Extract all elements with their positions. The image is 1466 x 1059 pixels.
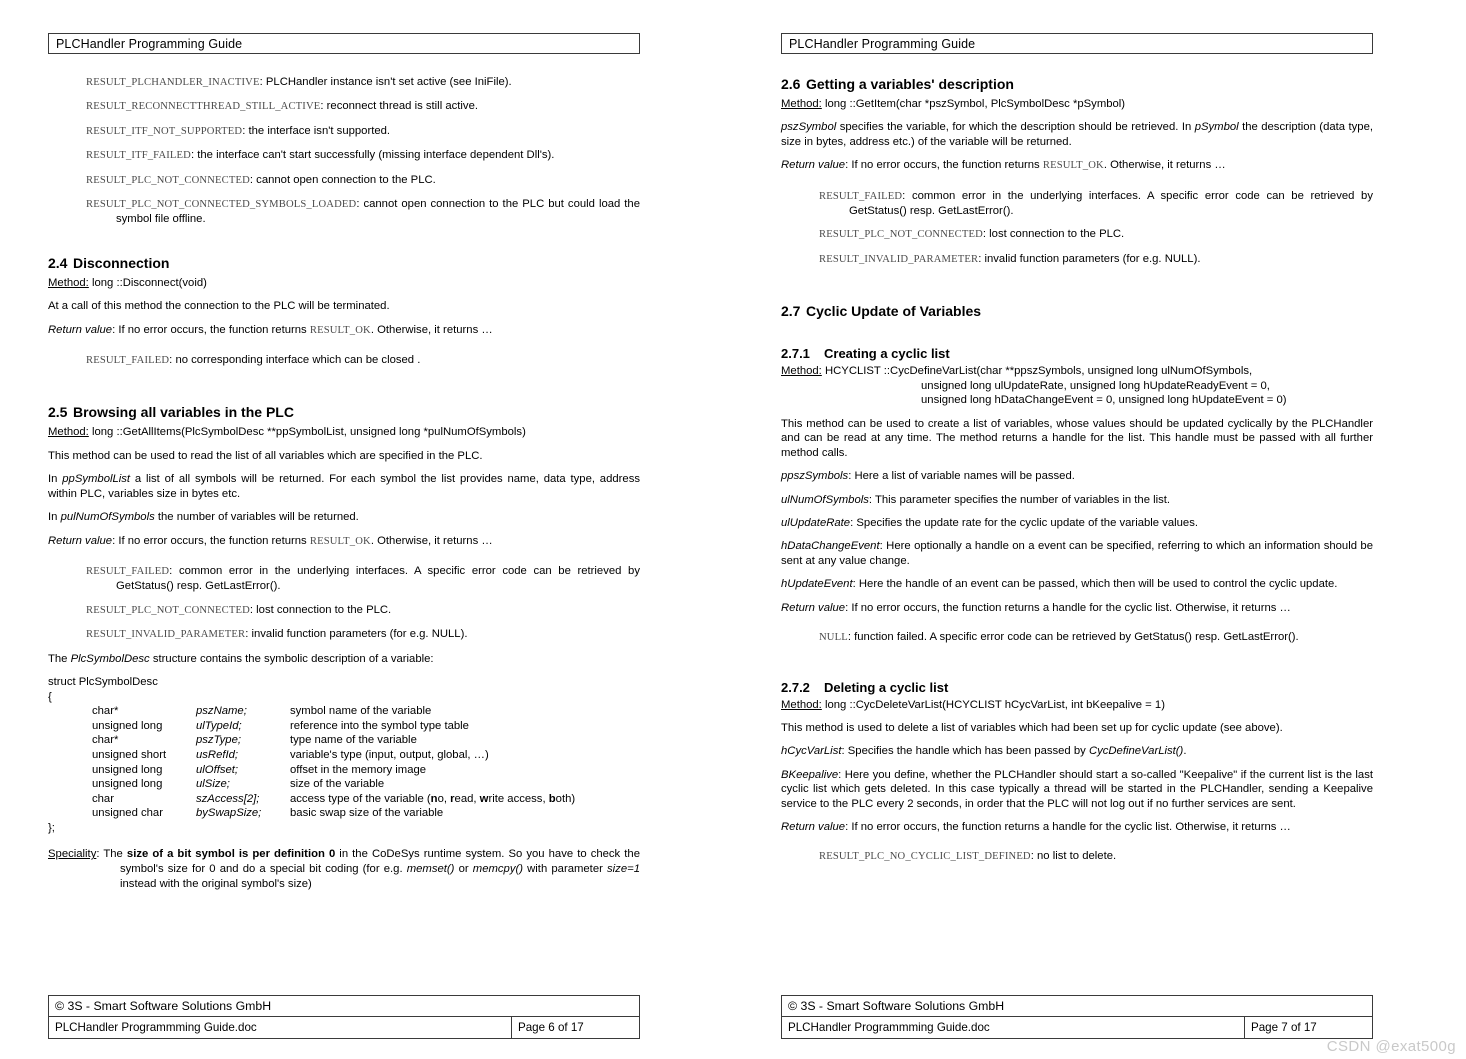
result-code-desc: : invalid function parameters (for e.g. NULL). <box>978 252 1201 265</box>
member-name: ulTypeId; <box>196 719 242 732</box>
paragraph-2-7-1-intro: This method can be used to create a list of variables, whose values should be updated cyclically by the PLCHandler and can be read at any time. The method returns a handle for the list. This handle must be passed with all further method calls. <box>781 418 1373 459</box>
result-code-item <box>48 603 640 618</box>
return-text-b: . Otherwise, it returns … <box>370 323 493 336</box>
struct-member-row <box>92 748 640 763</box>
method-signature-line2: unsigned long ulUpdateRate, unsigned long hUpdateReadyEvent = 0, <box>921 379 1270 392</box>
method-label: Method: <box>781 98 822 110</box>
result-code-desc: : cannot open connection to the PLC. <box>249 173 436 186</box>
footer-row-file <box>782 1017 1372 1038</box>
return-value-2-6 <box>781 158 1373 173</box>
param-desc-ulUpdateRate <box>781 516 1373 530</box>
paragraph-2-5-2 <box>48 472 640 501</box>
return-value-label: Return value <box>781 601 846 614</box>
speciality-c: or <box>454 863 473 876</box>
page-header-left <box>48 33 640 54</box>
result-code-item <box>781 227 1373 242</box>
struct-member-list <box>48 704 640 821</box>
param-size: size=1 <box>607 863 640 876</box>
method-signature: long ::GetAllItems(PlcSymbolDesc **ppSymbolList, unsigned long *pulNumOfSymbols) <box>91 426 526 439</box>
member-name: usRefId; <box>196 748 239 761</box>
param-text-a: : Specifies the handle which has been passed by <box>841 745 1089 758</box>
result-code-name: RESULT_FAILED <box>86 565 170 577</box>
return-text-b: . Otherwise, it returns … <box>370 534 493 547</box>
method-line-2-7-1 <box>781 364 1373 379</box>
param-text: : This parameter specifies the number of variables in the list. <box>868 493 1171 506</box>
result-code-desc: : the interface isn't supported. <box>242 124 391 137</box>
heading-2-7-2 <box>781 679 1373 696</box>
heading-2-7-1-title: Creating a cyclic list <box>824 346 950 362</box>
para3-post: the number of variables will be returned. <box>154 511 359 524</box>
method-signature: long ::Disconnect(void) <box>91 276 207 289</box>
param-name: hDataChangeEvent <box>781 540 880 553</box>
method-signature: long ::GetItem(char *pszSymbol, PlcSymbolDesc *pSymbol) <box>824 98 1126 110</box>
member-name: szAccess[2]; <box>196 792 260 805</box>
struct-member-row <box>92 777 640 792</box>
param-text: : Here the handle of an event can be passed, which then will be used to control the cyclic update. <box>852 578 1338 591</box>
left-page-content <box>48 75 640 891</box>
param-name: ulUpdateRate <box>781 517 851 530</box>
member-name: ulSize; <box>196 778 230 791</box>
footer-row-file <box>49 1017 639 1038</box>
result-code-name: RESULT_PLCHANDLER_INACTIVE <box>86 77 260 88</box>
page-footer-left <box>48 995 640 1039</box>
method-line-2-7-2 <box>781 698 1373 712</box>
heading-2-6-title: Getting a variables' description <box>806 76 1014 92</box>
param-name: hUpdateEvent <box>781 578 853 591</box>
para1-a: specifies the variable, for which the description should be retrieved. In <box>836 121 1195 134</box>
heading-2-7-2-number: 2.7.2 <box>781 679 810 695</box>
heading-2-6 <box>781 75 1373 93</box>
return-value-label: Return value <box>48 534 113 547</box>
result-code-desc: : the interface can't start successfully (missing interface dependent Dll's). <box>190 149 555 162</box>
result-code-name: RESULT_PLC_NOT_CONNECTED <box>86 604 250 616</box>
heading-2-4 <box>48 254 640 272</box>
para2-pre: In <box>48 473 63 486</box>
param-name: hCycVarList <box>781 745 842 758</box>
struct-member-row <box>92 806 640 821</box>
result-code-desc: : common error in the underlying interfaces. A specific error code can be retrieved by GetStatus() resp. GetLastError(). <box>849 189 1373 218</box>
struct-member-row <box>92 704 640 719</box>
result-code-name: RESULT_PLC_NO_CYCLIC_LIST_DEFINED <box>819 851 1031 863</box>
return-text-a: : If no error occurs, the function returns <box>112 323 310 336</box>
heading-2-7-number: 2.7 <box>781 303 801 320</box>
member-comment: variable's type (input, output, global, …) <box>290 748 489 761</box>
speciality-label: Speciality <box>48 848 97 861</box>
footer-filename: PLCHandler Programmming Guide.doc <box>55 1021 257 1034</box>
result-code-item <box>781 849 1373 864</box>
method-label: Method: <box>48 426 89 439</box>
return-text-a: : If no error occurs, the function returns <box>112 534 310 547</box>
speciality-bold: size of a bit symbol is per definition 0 <box>126 848 336 861</box>
heading-2-7 <box>781 302 1373 320</box>
param-text: : Here a list of variable names will be passed. <box>848 470 1075 483</box>
heading-2-7-title: Cyclic Update of Variables <box>806 303 982 320</box>
method-label: Method: <box>781 698 822 711</box>
result-code-desc: : lost connection to the PLC. <box>249 603 392 616</box>
param-name: BKeepalive <box>781 768 839 781</box>
heading-2-5-title: Browsing all variables in the PLC <box>73 404 294 421</box>
paragraph-2-6-1 <box>781 120 1373 149</box>
footer-filename: PLCHandler Programmming Guide.doc <box>788 1021 990 1034</box>
result-code-name: RESULT_RECONNECTTHREAD_STILL_ACTIVE <box>86 101 321 113</box>
speciality-e: instead with the original symbol's size) <box>120 877 312 890</box>
return-text-b: . Otherwise, it returns … <box>1103 159 1226 172</box>
member-type: char <box>92 792 114 805</box>
result-code-name: RESULT_FAILED <box>86 355 170 367</box>
param-name: ppszSymbols <box>781 470 849 483</box>
method-line-2-4 <box>48 276 640 290</box>
member-type: unsigned long <box>92 763 163 776</box>
param-desc-hUpdateEvent <box>781 577 1373 591</box>
speciality-note <box>48 847 640 891</box>
paragraph-2-4-body: At a call of this method the connection to the PLC will be terminated. <box>48 300 390 313</box>
heading-2-5 <box>48 403 640 421</box>
member-name: ulOffset; <box>196 763 239 776</box>
method-label: Method: <box>48 276 89 289</box>
result-code-desc: : common error in the underlying interfaces. A specific error code can be retrieved by GetStatus() resp. GetLastError(). <box>116 564 640 593</box>
member-type: char* <box>92 705 119 718</box>
result-code-item <box>48 564 640 594</box>
speciality-b: in the CoDeSys runtime system. So you have to check the symbol's size for 0 and do a special bit coding (for e.g. <box>120 848 640 876</box>
return-value-2-7-2 <box>781 820 1373 834</box>
footer-row-company <box>49 996 639 1017</box>
return-code: RESULT_OK <box>309 324 371 336</box>
return-code: RESULT_OK <box>309 535 371 547</box>
result-code-desc: : no corresponding interface which can be closed . <box>169 354 421 367</box>
heading-2-7-1-number: 2.7.1 <box>781 346 810 362</box>
csdn-watermark: CSDN @exat500g <box>1326 1038 1456 1055</box>
result-code-list-continued <box>48 75 640 227</box>
param-text: : Here optionally a handle on a event can be specified, referring to which an information should be sent at any value change. <box>781 540 1373 567</box>
struct-name-ref: PlcSymbolDesc <box>70 652 150 665</box>
paragraph-2-7-2-intro: This method is used to delete a list of variables which had been set up for cyclic update (see above). <box>781 721 1283 734</box>
result-code-item <box>48 353 640 368</box>
result-code-item <box>781 630 1373 645</box>
return-text: : If no error occurs, the function returns a handle for the cyclic list. Otherwise, it returns … <box>845 820 1291 833</box>
member-name: pszType; <box>196 734 241 747</box>
para2-post: a list of all symbols will be returned. For each symbol the list provides name, data type, address within PLC, variables size in bytes etc. <box>48 473 640 500</box>
footer-company: © 3S - Smart Software Solutions GmbH <box>788 999 1005 1013</box>
param-text-b: . <box>1183 745 1187 758</box>
result-code-name: RESULT_ITF_NOT_SUPPORTED <box>86 125 243 137</box>
fn-memset: memset() <box>406 863 455 876</box>
result-code-name: RESULT_ITF_FAILED <box>86 150 191 162</box>
member-type: char* <box>92 734 119 747</box>
member-name: pszName; <box>196 705 247 718</box>
heading-2-7-1 <box>781 345 1373 362</box>
result-code-desc: : reconnect thread is still active. <box>320 100 478 113</box>
paragraph-2-5-3 <box>48 510 640 524</box>
result-code-item <box>48 627 640 642</box>
member-comment: offset in the memory image <box>290 763 427 776</box>
result-code-name: RESULT_INVALID_PARAMETER <box>819 253 979 265</box>
struct-declaration: struct PlcSymbolDesc <box>48 675 158 688</box>
method-signature-line1: HCYCLIST ::CycDefineVarList(char **ppszSymbols, unsigned long ulNumOfSymbols, <box>824 365 1253 378</box>
result-code-desc: : no list to delete. <box>1030 850 1117 863</box>
member-comment: basic swap size of the variable <box>290 807 444 820</box>
member-type: unsigned long <box>92 778 163 791</box>
struct-intro-pre: The <box>48 652 71 665</box>
return-value-2-5 <box>48 534 640 549</box>
struct-intro-post: structure contains the symbolic description of a variable: <box>149 652 434 665</box>
struct-member-row <box>92 719 640 734</box>
page-right <box>733 0 1466 1059</box>
result-code-name: RESULT_PLC_NOT_CONNECTED <box>819 229 983 241</box>
return-value-label: Return value <box>48 323 113 336</box>
paragraph-2-5-1: This method can be used to read the list of all variables which are specified in the PLC. <box>48 449 483 462</box>
param-pulNumOfSymbols: pulNumOfSymbols <box>60 511 155 524</box>
right-page-content <box>781 75 1373 874</box>
param-desc-hCycVarList <box>781 744 1373 758</box>
param-text: : Specifies the update rate for the cyclic update of the variable values. <box>850 517 1198 530</box>
param-desc-ppszSymbols <box>781 469 1373 483</box>
result-code-desc: : invalid function parameters (for e.g. NULL). <box>245 628 468 641</box>
result-code-item <box>48 99 640 114</box>
param-pSymbol: pSymbol <box>1194 121 1239 134</box>
result-code-name: RESULT_PLC_NOT_CONNECTED_SYMBOLS_LOADED <box>86 199 357 211</box>
struct-member-row <box>92 763 640 778</box>
fn-CycDefineVarList: CycDefineVarList() <box>1088 745 1184 758</box>
return-value-label: Return value <box>781 159 846 172</box>
header-title: PLCHandler Programming Guide <box>789 37 976 51</box>
speciality-d: with parameter <box>523 863 608 876</box>
struct-intro <box>48 652 640 666</box>
fn-memcpy: memcpy() <box>472 863 523 876</box>
member-comment: type name of the variable <box>290 734 417 747</box>
param-desc-ulNumOfSymbols <box>781 493 1373 507</box>
footer-row-company <box>782 996 1372 1017</box>
param-ppSymbolList: ppSymbolList <box>62 473 131 486</box>
member-type: unsigned char <box>92 807 163 820</box>
footer-page-number: Page 7 of 17 <box>1244 1017 1372 1038</box>
return-text: : If no error occurs, the function returns a handle for the cyclic list. Otherwise, it returns … <box>845 601 1291 614</box>
result-code-item <box>48 148 640 163</box>
heading-2-4-title: Disconnection <box>73 254 170 271</box>
heading-2-5-number: 2.5 <box>48 404 68 421</box>
struct-member-row <box>92 733 640 748</box>
param-text: : Here you define, whether the PLCHandler should start a so-called "Keepalive" if the current list is the last cyclic list which gets deleted. In this case typically a thread will be started in the PLCHandler, sending a Keepalive service to the PLC every 2 seconds, in order that the PLC will not log out if no further services are sent. <box>781 768 1373 810</box>
member-comment: symbol name of the variable <box>290 705 432 718</box>
footer-page-number: Page 6 of 17 <box>511 1017 639 1038</box>
struct-brace-close: }; <box>48 821 55 834</box>
result-code-name: RESULT_PLC_NOT_CONNECTED <box>86 174 250 186</box>
param-desc-hDataChangeEvent <box>781 539 1373 568</box>
result-code-desc: : lost connection to the PLC. <box>982 228 1125 241</box>
result-code-desc: : cannot open connection to the PLC but could load the symbol file offline. <box>116 198 640 226</box>
footer-company: © 3S - Smart Software Solutions GmbH <box>55 999 272 1013</box>
method-signature-line3: unsigned long hDataChangeEvent = 0, unsigned long hUpdateEvent = 0) <box>921 394 1287 407</box>
param-desc-BKeepalive <box>781 768 1373 811</box>
method-line-2-6 <box>781 97 1373 111</box>
return-value-label: Return value <box>781 820 846 833</box>
result-code-item <box>48 197 640 227</box>
heading-2-6-number: 2.6 <box>781 76 801 92</box>
result-code-item <box>48 173 640 188</box>
speciality-a: : The <box>96 848 127 861</box>
result-code-name: RESULT_FAILED <box>819 190 903 202</box>
result-code-item <box>781 252 1373 267</box>
return-value-2-7-1 <box>781 601 1373 615</box>
member-comment: reference into the symbol type table <box>290 719 469 732</box>
heading-2-7-2-title: Deleting a cyclic list <box>824 679 949 695</box>
result-code-item <box>48 124 640 139</box>
result-code-desc: : function failed. A specific error code can be retrieved by GetStatus() resp. GetLastError(). <box>847 631 1299 644</box>
return-code: RESULT_OK <box>1042 160 1104 172</box>
para1-b: the description (data type, size in bytes, address etc.) of the variable will be returned. <box>781 121 1373 148</box>
result-code-desc: : PLCHandler instance isn't set active (see IniFile). <box>259 76 512 88</box>
member-comment: size of the variable <box>290 778 385 791</box>
param-pszSymbol: pszSymbol <box>781 121 837 134</box>
param-name: ulNumOfSymbols <box>781 493 869 506</box>
result-code-item <box>48 75 640 90</box>
heading-2-4-number: 2.4 <box>48 254 68 271</box>
method-label: Method: <box>781 365 822 378</box>
struct-member-row <box>92 792 640 807</box>
member-type: unsigned long <box>92 719 163 732</box>
header-title: PLCHandler Programming Guide <box>56 37 243 51</box>
result-code-name: RESULT_INVALID_PARAMETER <box>86 629 246 641</box>
result-code-item <box>781 189 1373 219</box>
struct-brace-open: { <box>48 690 52 703</box>
para3-pre: In <box>48 511 61 524</box>
method-signature: long ::CycDeleteVarList(HCYCLIST hCycVarList, int bKeepalive = 1) <box>824 698 1165 711</box>
member-name: bySwapSize; <box>196 807 262 820</box>
page-header-right <box>781 33 1373 54</box>
return-text-a: : If no error occurs, the function returns <box>845 159 1043 172</box>
member-type: unsigned short <box>92 748 167 761</box>
member-comment: access type of the variable (no, read, write access, both) <box>290 792 576 805</box>
method-line-2-5 <box>48 425 640 439</box>
result-code-name: NULL <box>819 632 848 644</box>
return-value-2-4 <box>48 323 640 338</box>
page-footer-right <box>781 995 1373 1039</box>
